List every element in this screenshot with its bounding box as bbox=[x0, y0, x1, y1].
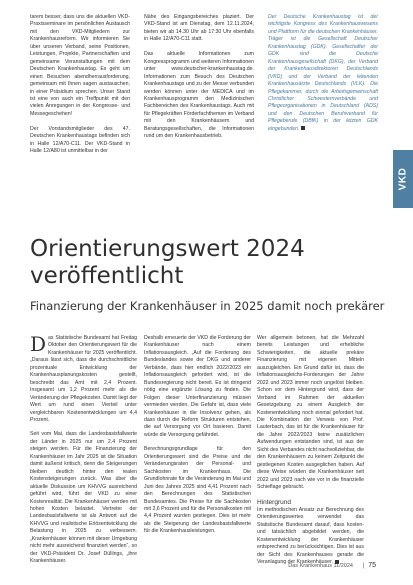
article-paragraph bbox=[30, 332, 139, 424]
top-col2-text: Nähe des Eingangsbereiches plaziert. Der VKD-Stand ist am Dienstag, dem 12.11.2024, bieten wir ab 14.30 Uhr ab 17:30 Uhr ebenfalls in Halle 12/A70-C11 statt. Das aktuelle Informationen zum Kongressprogramm und weiteren Informationen unter www.deutscher-krankenhaustag.de. Informationen zum Besuch des Deutschen Krankenhaustags und zu der Messe verbunden werden können unter der MEDICA und im Krankenhausprogramm den Medizinischen Fachbereichen des Krankenhaustags. Auch mit für Pflegekräften Förderfachthemen im Verband mit den Krankenhäusern und Beratungsgesellschaften, die Informationen rund um den Krankenhausbetrieb. bbox=[144, 14, 254, 140]
article-column-2 bbox=[144, 335, 251, 543]
end-mark-icon bbox=[301, 126, 305, 130]
info-box-text bbox=[268, 14, 378, 133]
footer-separator: | bbox=[362, 563, 364, 569]
section-tab bbox=[393, 150, 413, 208]
top-text-column-1 bbox=[30, 14, 130, 156]
page-footer bbox=[0, 563, 413, 577]
page-number: 75 bbox=[368, 562, 376, 569]
article-paragraph: Deshalb erneuerte der VKD die Forderung der Krankenhäuser nach einem Inflationsausgleich. „Auf die Forderung des Bundeslandes sowie der DKG und anderer Verbände, dass hier endlich 2022/2023 ein Inflationsausgleich gefordert wird, ist die Bundesregierung nicht bereit. Es ist dringend nötig eine ergänzte Lösung zu finden. Die Folgen dieser Unterfinanzierung müssen vermieden werden. Die Gefahr ist, dass viele Krankenhäuser in die Insolvenz gehen, als dass durch die Reform Strukturen entstehen, die auf Versorgung vor Ort basieren. Damit würde die Versorgung gefährdet. bbox=[144, 335, 253, 438]
info-box-gdk bbox=[268, 14, 378, 133]
article-column-3 bbox=[257, 335, 364, 574]
article-paragraph: Wer allgemein betonen, hat die Mehrzahl bereits Leistungen und erhebliche Schwierigkeiten, die aktuelle prekäre Finanzierung mit eigenen Mitteln auszugleichen. Ein Grund dafür ist, dass die Inflationsausgleichs-Forderungen der Jahre 2022 und 2023 immer noch ungelöst bleiben. Schon vor dem Hintergrund wird, dass der Verband im Rahmen der aktuellen Gesetzgebung zu einem Ausgleich der Kostenentwicklung noch einmal gefordert hat. Die Kombination der Verweis von Prof. Lauterbach, das ist für die Krankenhäuser für die Jahre 2022/2023 keine zusätzlichen Aufwendungen entstanden sind, ist aus der Sicht des Verbandes nicht nachvollziehbar, die den Krankenhäusern zu keinem Zeitpunkt die gestiegenen Kosten ausgeglichen haben. Auf diese Weise würden die Krankenhäuser seit 2022 und 2023 nach wie vor in die finanzielle Schieflage gebracht. bbox=[257, 335, 366, 491]
journal-name: Das Krankenhaus 11/2024 bbox=[288, 563, 353, 569]
article-title: Orientierungswert 2024 veröffentlicht bbox=[30, 236, 305, 289]
section-tab-label: VKD bbox=[397, 167, 409, 191]
info-box-body: Der Deutsche Krankenhaustag ist der wichtigste Kongress des Krankenhauswesens und Plattform für die deutschen Krankenhäuser. Träger ist die Gesellschaft Deutscher Krankenhaustag (GDK). Gesellschafter der GDK sind die Deutsche Krankenhausgesellschaft (DKG), der Verband der Krankenhausdirektoren Deutschlands (VKD) und der Verband der leitenden Krankenhausärzte Deutschlands (VLK). Die Pflegekammer, durch die Arbeitsgemeinschaft Christlicher Schwesternverbände und Pflegeorganisationen in Deutschland (ADS) und den Deutschen Berufsverband für Pflegeberufe (DBfK) in der letzten GDK eingebunden. bbox=[268, 14, 380, 132]
top-text-column-2 bbox=[144, 14, 254, 141]
background-paragraph bbox=[257, 507, 364, 567]
top-col1-text: tarem besser, dass uns die aktuellen VKD-Praxisseminare im persönlichen Austausch mit den VKD-Mitgliedern zur Krankenhausreform. Wir informieren Sie über unseren Verband, seine Positionen, Leistungen, Projekte, Partnerschaften und gemeinsame Veranstaltungen mit dem Deutschen Krankenhaustag. Es geht um einen Besuchen abendherrausforderung, gemeinsam mit Ihnen sagen austauschen, in einer Präsidium sprechen. Unser Stand ist eine von auch ein Treffpunkt mit den vielen Anregungen in der Kongresse- und Messegeschehen! Der Vorstandsmitglieder des 47. Deutschen Krankenhaustags befinden sich in Halle 12/A70-C11. Der VKD-Stand in Halle 12/A80 ist unmittelbar in der bbox=[30, 14, 130, 155]
background-heading: Hintergrund bbox=[257, 498, 291, 506]
article-paragraph: Berechnungsgrundlage für den Orientierungswert sind die Preise und die Veränderungsraten der Personal- und Sachkosten im Krankenhaus. Die Grundlohnrate für die Veränderung im Mai und Juni des Jahres 2025 sind 4,41 Prozent nach den Berechnungen des Statistischen Bundesamtes. Die Preise für die Sachkosten mit 2,6 Prozent und für die Personalkosten mit 4,4 Prozent wurden gestiegen. Dies ist mehr als die Steigerung der Landesbasisfallwerte für die Krankenhausleistungen. bbox=[144, 446, 253, 535]
drop-cap: D bbox=[30, 332, 47, 356]
article-column-1 bbox=[30, 332, 139, 573]
article-paragraph-text: as Statistische Bundesamt hat Freitag Oktober den Orientierungswert für die Krankenhäuser für 2025 veröffentlicht. „Daraus lässt sich, dass die durchschnittliche prozentuale Entwicklung der Krankenhausplanungskosten gestellt, beschreibt das Amt mit 2,4 Prozent. Insgesamt um 1,2 Prozent mehr als die Veränderung der Pflegekosten. Damit liegt der Wert um rund einen Vierteil unter vergleichbaren Kostenentwicklungen um 4,4 Prozent. bbox=[30, 335, 139, 423]
article-paragraph: Seit vom Mai, dass die Landesbasisfallwerte der Länder in 2025 nur um 2,4 Prozent steigen werden. Für die Finanzierung der Krankenhäuser im Jahr 2025 ist die Situation damit äußerst kritisch, denn die Steigerungen bleiben deutlich hinter den realen Kostensteigerungen zurück. Was über die aktuelle Diskussion um KHVVG ausreichend geführt wird, führt der VKD zu einer Kostenrealität. Die Krankenhäuser werden mit hohen Kosten belastet. Vertreter der Landesbasisfallwerte ist als Antwort auf die KHVVG und realistische Erlösentwicklung die Belastung in 2025 zu verbessern. „Krankenhäuser können mit dieser Umgebung nicht mehr ausreichend finanziert werden“, so der VKD-Präsident Dr. Josef Düllings, „ihre Krankenhäuser. bbox=[30, 431, 139, 565]
background-text: Im methodischen Ansatz zur Berechnung des Orientierungswertes verwendet das Statistische Bundesamt darauf, dass kosten- und tatsächlich abgebildet werden, die Kostenentwicklung der Krankenhäuser entsprechend zu berücksichtigen. Dies ist aus der Sicht des Krankenhauses gerade die Veranlagung der Krankenhäuser. bbox=[257, 506, 366, 566]
article-subtitle: Finanzierung der Krankenhäuser in 2025 damit noch prekärer bbox=[30, 299, 385, 313]
